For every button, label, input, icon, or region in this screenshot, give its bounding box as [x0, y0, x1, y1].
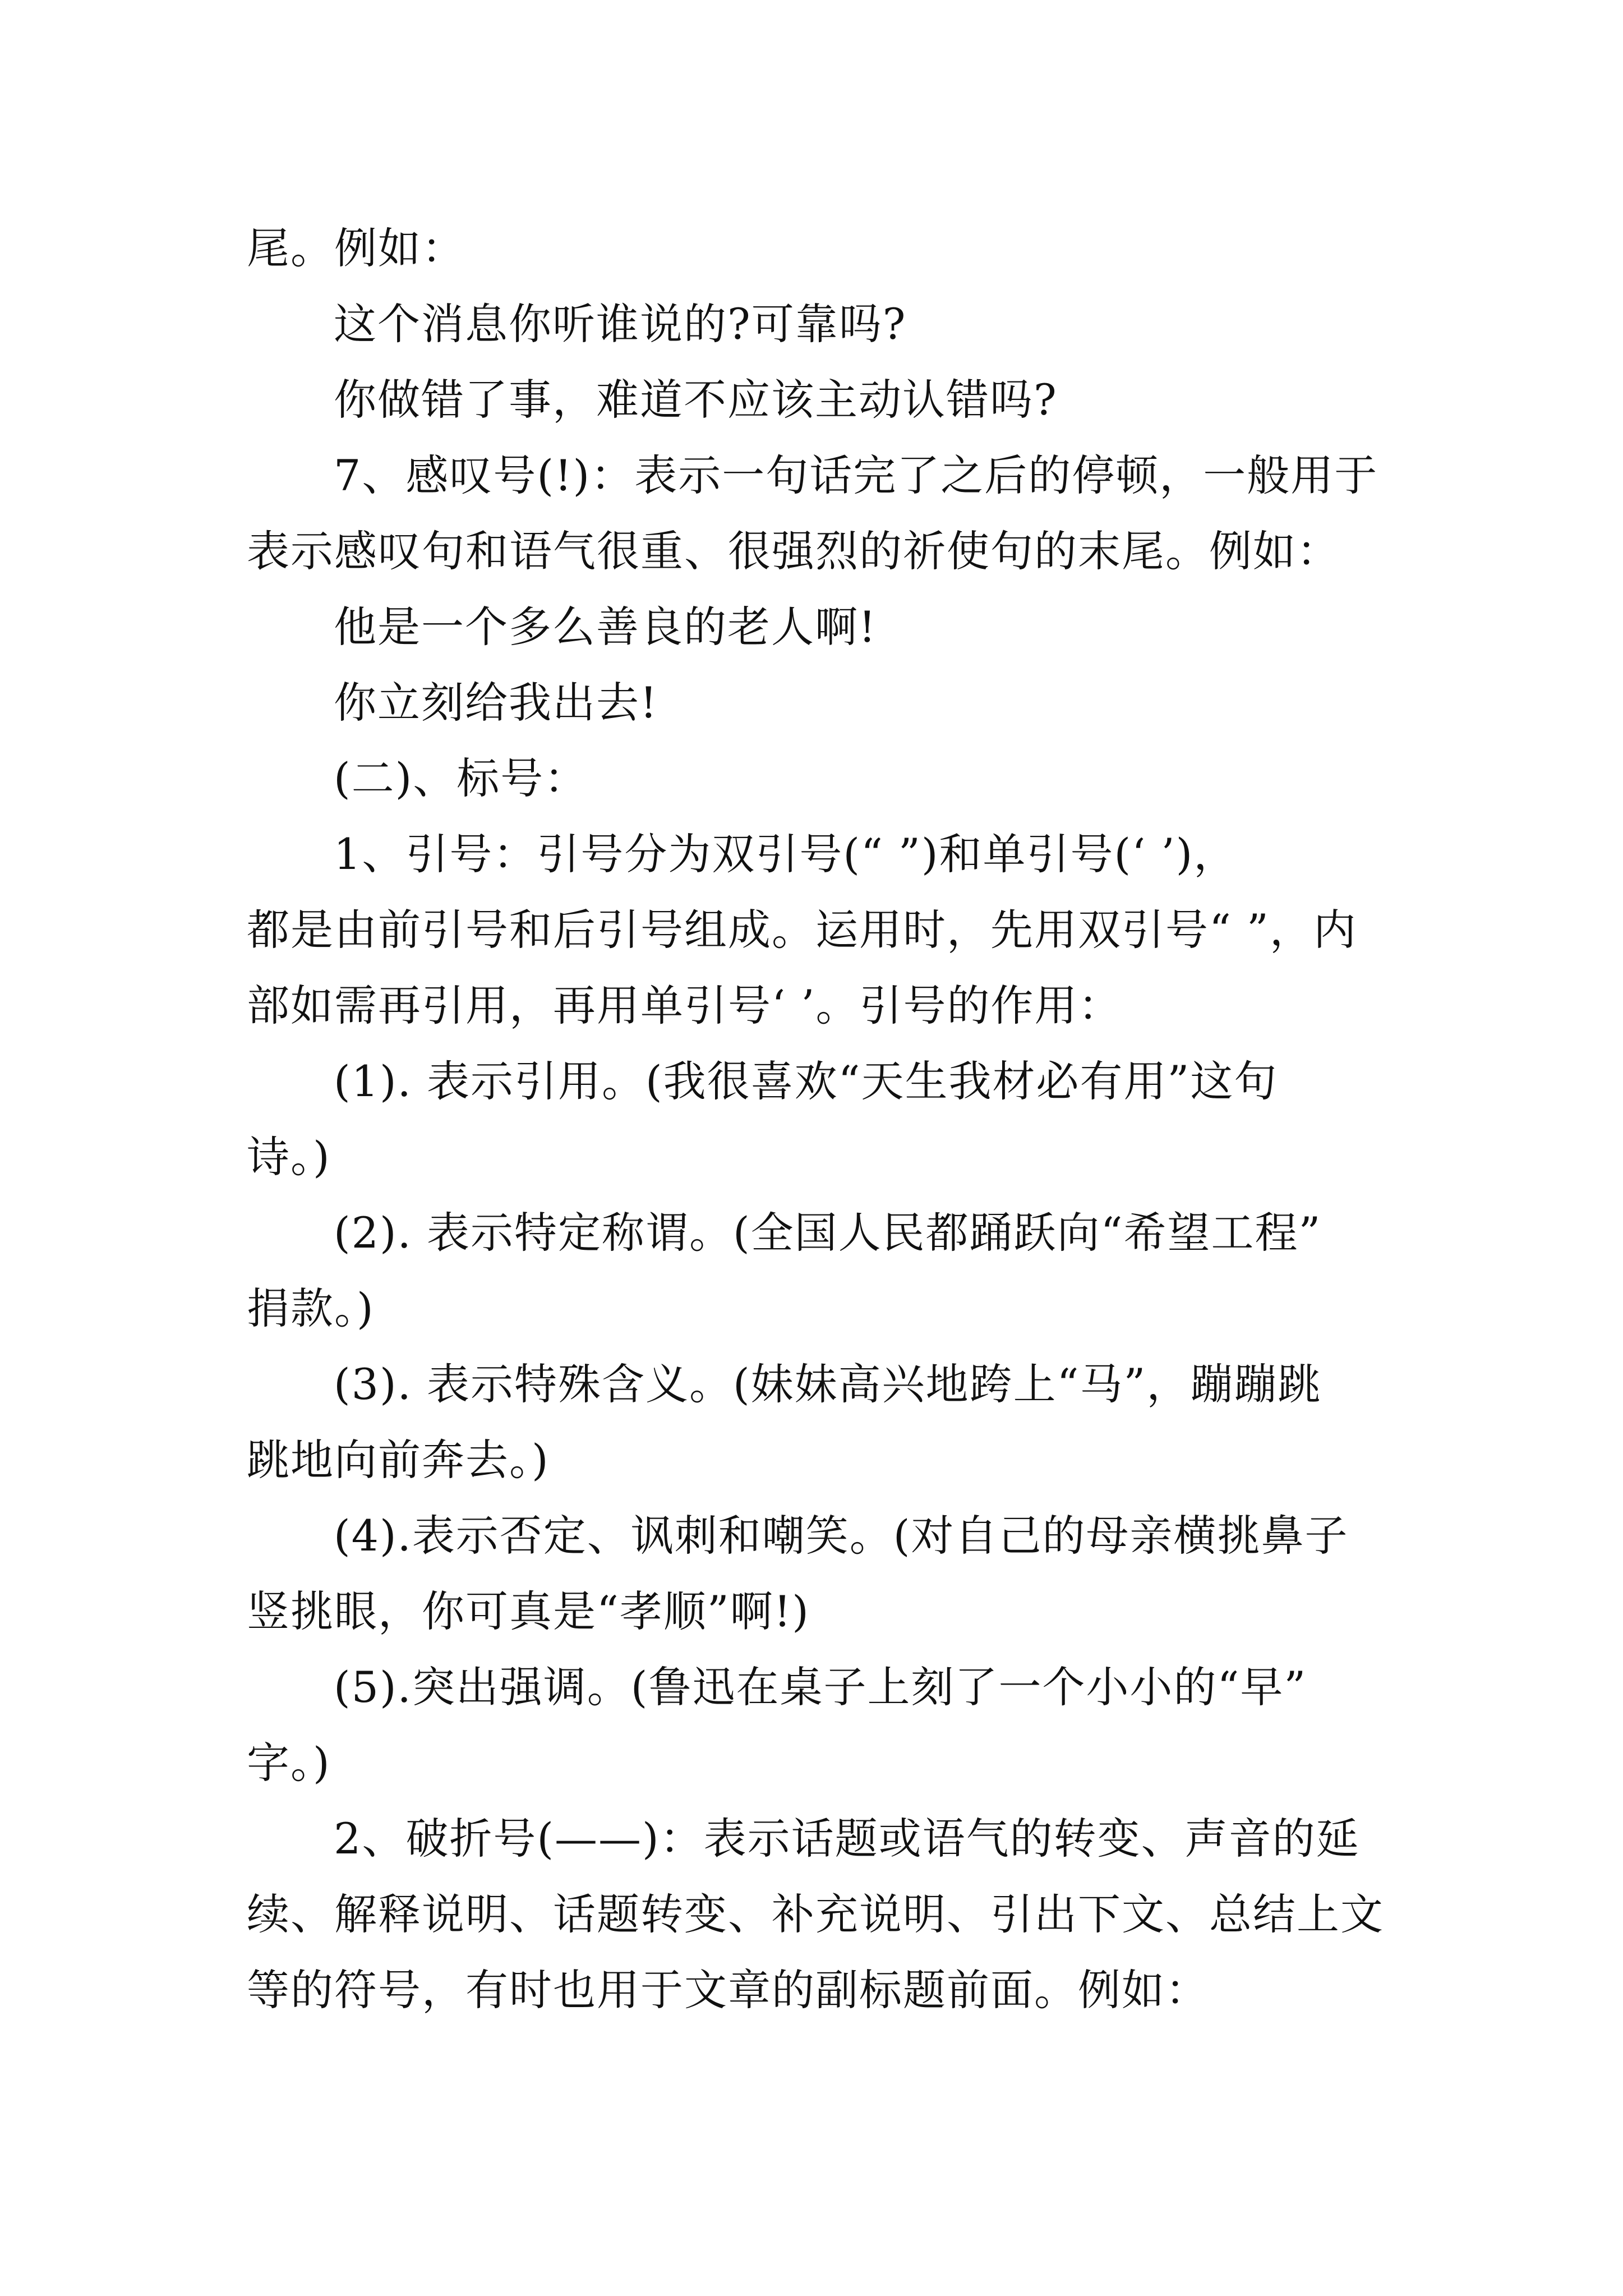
text-line: 诗。): [247, 1132, 331, 1182]
text-line: 尾。例如：: [247, 223, 465, 273]
text-line: 部如需再引用，再用单引号‘ ’。引号的作用：: [247, 981, 1122, 1030]
text-line: 捐款。): [247, 1283, 375, 1333]
text-line: 这个消息你听谁说的?可靠吗?: [334, 299, 907, 349]
text-line: 他是一个多么善良的老人啊!: [334, 602, 877, 652]
text-line: 等的符号，有时也用于文章的副标题前面。例如：: [247, 1965, 1209, 2015]
text-line: 7、感叹号(!)：表示一句话完了之后的停顿，一般用于: [334, 450, 1378, 500]
text-line: 续、解释说明、话题转变、补充说明、引出下文、总结上文: [247, 1889, 1384, 1939]
text-line: 都是由前引号和后引号组成。运用时，先用双引号“ ”，内: [247, 905, 1357, 955]
text-line: (二)、标号：: [334, 753, 588, 803]
text-line: (1). 表示引用。(我很喜欢“天生我材必有用”这句: [334, 1056, 1278, 1106]
text-line: 跳地向前奔去。): [247, 1435, 550, 1485]
text-line: (2). 表示特定称谓。(全国人民都踊跃向“希望工程”: [334, 1208, 1322, 1258]
text-line: 1、引号：引号分为双引号(“ ”)和单引号(‘ ’)，: [334, 829, 1238, 879]
text-line: (4).表示否定、讽刺和嘲笑。(对自己的母亲横挑鼻子: [334, 1511, 1349, 1561]
text-line: (3). 表示特殊含义。(妹妹高兴地跨上“马”，蹦蹦跳: [334, 1359, 1322, 1409]
text-line: 字。): [247, 1738, 331, 1788]
text-line: 2、破折号(——)：表示话题或语气的转变、声音的延: [334, 1814, 1360, 1864]
text-line: 竖挑眼，你可真是“孝顺”啊!): [247, 1586, 810, 1636]
text-line: 表示感叹句和语气很重、很强烈的祈使句的末尾。例如：: [247, 526, 1340, 576]
text-line: (5).突出强调。(鲁迅在桌子上刻了一个小小的“早”: [334, 1662, 1307, 1712]
text-line: 你立刻给我出去!: [334, 678, 658, 728]
text-line: 你做错了事，难道不应该主动认错吗?: [334, 375, 1058, 425]
